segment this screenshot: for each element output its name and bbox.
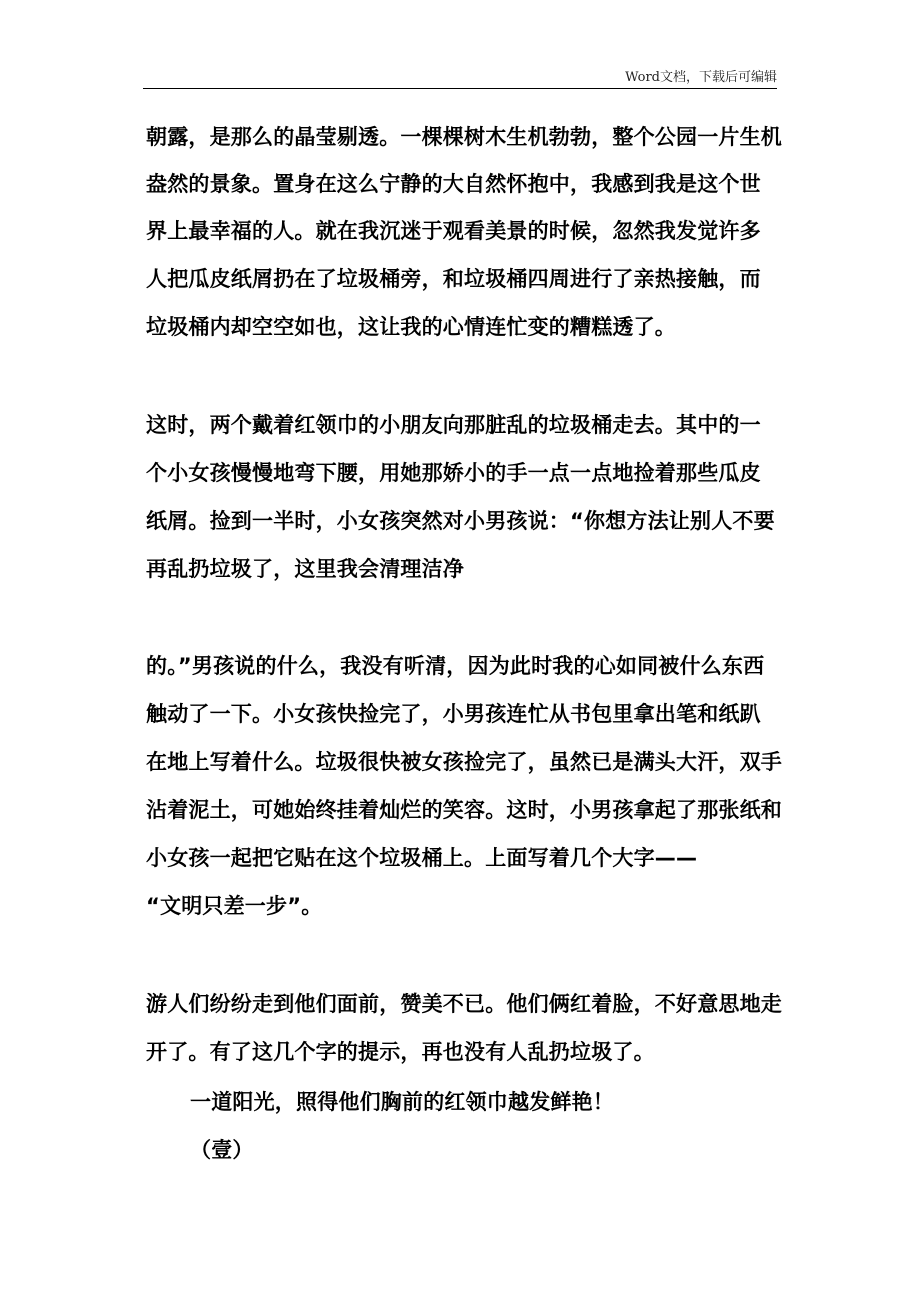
text-line: 小女孩一起把它贴在这个垃圾桶上。上面写着几个大字—— <box>146 846 698 870</box>
header-text: Word文档，下载后可编辑 <box>625 70 777 85</box>
text-line: 界上最幸福的人。就在我沉迷于观看美景的时候，忽然我发觉许多 <box>146 219 761 243</box>
text-line: 开了。有了这几个字的提示，再也没有人乱扔垃圾了。 <box>146 1040 655 1064</box>
text-line: 触动了一下。小女孩快捡完了，小男孩连忙从书包里拿出笔和纸趴 <box>146 702 761 726</box>
section-marker: （壹） <box>190 1138 254 1162</box>
text-line: 的。”男孩说的什么，我没有听清，因为此时我的心如同被什么东西 <box>146 654 765 678</box>
text-line: 盎然的景象。置身在这么宁静的大自然怀抱中，我感到我是这个世 <box>146 172 761 196</box>
text-line: 这时，两个戴着红领巾的小朋友向那脏乱的垃圾桶走去。其中的一 <box>146 413 761 437</box>
text-line: 纸屑。捡到一半时，小女孩突然对小男孩说：“你想方法让别人不要 <box>146 509 775 533</box>
text-line: 游人们纷纷走到他们面前，赞美不已。他们俩红着脸，不好意思地走 <box>146 992 782 1016</box>
text-line: 人把瓜皮纸屑扔在了垃圾桶旁，和垃圾桶四周进行了亲热接触，而 <box>146 267 761 291</box>
text-line: 一道阳光，照得他们胸前的红领巾越发鲜艳！ <box>190 1090 614 1114</box>
text-line: 朝露，是那么的晶莹剔透。一棵棵树木生机勃勃，整个公园一片生机 <box>146 125 782 149</box>
text-line: 再乱扔垃圾了，这里我会清理洁净 <box>146 557 464 581</box>
text-line: 在地上写着什么。垃圾很快被女孩捡完了，虽然已是满头大汗，双手 <box>146 750 782 774</box>
text-line: 个小女孩慢慢地弯下腰，用她那娇小的手一点一点地捡着那些瓜皮 <box>146 461 761 485</box>
text-line: “文明只差一步”。 <box>146 894 323 918</box>
text-line: 垃圾桶内却空空如也，这让我的心情连忙变的糟糕透了。 <box>146 315 676 339</box>
text-line: 沾着泥土，可她始终挂着灿烂的笑容。这时，小男孩拿起了那张纸和 <box>146 798 782 822</box>
header-divider <box>143 88 777 89</box>
